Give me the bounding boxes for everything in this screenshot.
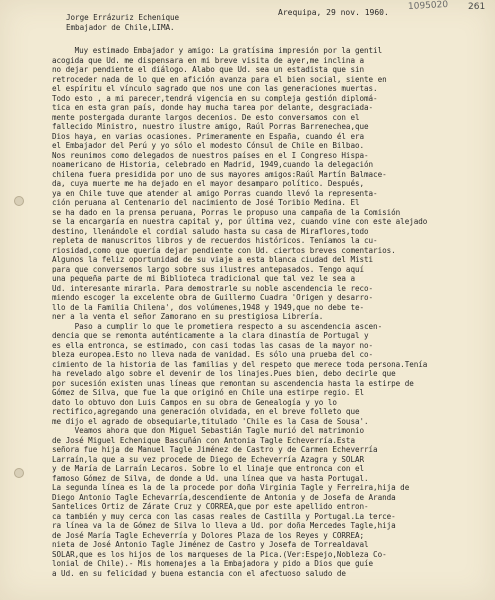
body-line: Todo esto , a mi parecer,tendrá vigencia en su compleja gestión diplomá- [52, 93, 378, 103]
body-line: lonial de Chile).- Mis homenajes a la Embajadora y pido a Dios que guíe [52, 559, 374, 568]
body-line: para que conversemos largo sobre sus ilustres antepasados. Tengo aquí [52, 264, 365, 274]
body-line: fallecido Ministro, nuestro ilustre amigo, Raúl Porras Barrenechea,que [52, 122, 369, 131]
body-line: Santelices Ortiz de Zárate Cruz y CORREA,que por este apellido entron- [52, 502, 369, 511]
body-line: Larraín,la que a su vez procede de Diego de Echeverría Azagra y SOLAR [52, 454, 365, 464]
body-line: el Embajador del Perú y yo sólo el modesto Cónsul de Chile en Bilbao. [52, 141, 365, 150]
body-line: se ha dado en la prensa peruana, Porras le propuso una campaña de la Comisión [52, 207, 401, 217]
body-line: Algunos la feliz oportunidad de su viaje a esta blanca ciudad del Misti [52, 255, 374, 264]
body-line: y de María de Larraín Lecaros. Sobre lo el linaje que entronca con el [52, 464, 365, 473]
body-line: no dejar pendiente el diálogo. Alabo que Ud. sea un estadista que sin [52, 65, 365, 74]
body-line: cimiento de la historia de las familias y del respeto que merece toda persona.Tenía [52, 359, 428, 369]
body-line: Ud. interesante mirarla. Para demostrarle su noble ascendencia le reco- [52, 283, 374, 293]
body-line: ha revelado algo sobre el devenir de los linajes.Pues bien, debo decirle que [52, 369, 396, 378]
body-line: famoso Gómez de Silva, de donde a Ud. una línea que va hasta Portugal. [52, 473, 369, 483]
body-line: Nos reunimos como delegados de nuestros países en el I Congreso Hispa- [52, 150, 369, 160]
body-line: ca también y muy cerca con las casas reales de Castilla y Portugal.La terce- [52, 511, 396, 521]
body-line: retroceder nada de lo que en afición avanza para el bien social, siente en [52, 74, 387, 84]
body-line: Gómez de Silva, que fue la que originó en Chile una estirpe regio. El [52, 388, 365, 397]
body-line: por sucesión existen unas líneas que remontan su ascendencia hasta la estirpe de [52, 378, 414, 388]
body-line: ción peruana al Centenario del nacimiento de José Toribio Medina. El [52, 198, 360, 207]
body-line: noamericano de Historia, celebrado en Madrid, 1949,cuando la delegación [52, 160, 374, 169]
body-line: a Ud. en su felicidad y buena estancia con el afectuoso saludo de [52, 568, 346, 578]
body-line: Muy estimado Embajador y amigo: La gratísima impresión por la gentil [52, 46, 383, 55]
body-line: da, cuya muerte me ha dejado en el mayor desamparo político. Después, [52, 179, 365, 188]
body-line: tica en esta gran país, donde hay mucha tarea por delante, desgraciada- [52, 103, 374, 112]
body-line: Dios haya, en varias ocasiones. Primeramente en España, cuando él era [52, 131, 365, 141]
body-line: ner a la venta el señor Zamorano en su prestigiosa Librería. [52, 312, 324, 321]
recipient-name: Jorge Errázuriz Echenique [66, 13, 180, 22]
punch-hole [14, 468, 24, 478]
body-line: Diego Antonio Tagle Echevarría,descendiente de Antonia y de Josefa de Aranda [52, 492, 396, 502]
body-line: Paso a cumplir lo que le prometiera respecto a su ascendencia ascen- [52, 321, 383, 331]
body-line: acogida que Ud. me dispensara en mi breve visita de ayer,me inclina a [52, 55, 365, 65]
body-line: SOLAR,que es los hijos de los marqueses de la Pica.(Ver:Espejo,Nobleza Co- [52, 549, 387, 559]
body-line: repleta de manuscritos libros y de recuerdos históricos. Teníamos la cu- [52, 236, 378, 245]
body-line: Veamos ahora que don Miguel Sebastián Tagle murió del matrimonio [52, 426, 365, 435]
recipient-title: Embajador de Chile,LIMA. [66, 23, 175, 32]
archive-number: 1095020 [407, 0, 449, 13]
body-line: es ella entronca, se estimado, con casi todas las casas de la mayor no- [52, 340, 374, 350]
letter-date: Arequipa, 29 nov. 1960. [278, 8, 389, 17]
body-line: se la encargaría en nuestra capital y, por última vez, cuando vine con este alejado [52, 217, 428, 226]
body-line: destino, llenándole el cordial saludo hasta su casa de Miraflores,todo [52, 226, 369, 236]
body-line: de José María Tagle Echeverría y Dolores Plaza de los Reyes y CORREA; [52, 530, 365, 540]
body-line: mente postergada durante largos decenios. De esto conversamos con el [52, 112, 360, 122]
body-line: dato lo obtuvo don Luis Campos en su obra de Genealogía y yo lo [52, 397, 337, 407]
body-line: ra línea va la de Gómez de Silva lo lleva a Ud. por doña Mercedes Tagle,hija [52, 521, 396, 530]
body-line: riosidad,como que quería dejar pendiente con Ud. ciertos breves comentarios. [52, 245, 396, 255]
body-line: bleza europea.Esto no lleva nada de vanidad. Es sólo una prueba del co- [52, 350, 374, 359]
body-line: señora fue hija de Manuel Tagle Jiménez de Castro y de Carmen Echeverría [52, 445, 378, 454]
body-line: llo de la Familia Chilena', dos volúmenes,1948 y 1949,que no debe te- [52, 302, 365, 312]
body-line: una pequeña parte de mi Biblioteca tradicional que tal vez le sea a [52, 274, 355, 283]
body-line: dencia que se remonta auténticamente a la clara dinastía de Portugal y [52, 331, 369, 340]
body-line: el espíritu el vínculo sagrado que nos une con las generaciones muertas. [52, 84, 378, 93]
body-line: ya en Chile tuve que atender al amigo Porras cuando llevó la representa- [52, 188, 378, 198]
body-line: La segunda línea es la de la procede por doña Virginia Tagle y Ferreira,hija de [52, 483, 410, 492]
body-line: chilena fuera presidida por uno de sus mayores amigos:Raúl Martín Balmace- [52, 169, 387, 179]
page-number: 261 [468, 2, 486, 12]
body-line: rectifico,agregando una generación olvidada, en el breve folleto que [52, 407, 360, 416]
body-line: de José Miguel Echenique Bascuñán con Antonia Tagle Echeverría.Esta [52, 435, 355, 445]
body-line: me dijo el agrado de obsequiarle,titulado 'Chile es la Casa de Sousa'. [52, 416, 369, 426]
body-line: nieta de José Antonio Tagle Jiménez de Castro y Josefa de Torrealdaval [52, 540, 369, 549]
body-line: miendo escoger la excelente obra de Guillermo Cuadra 'Origen y desarro- [52, 293, 374, 302]
punch-hole [14, 196, 24, 206]
